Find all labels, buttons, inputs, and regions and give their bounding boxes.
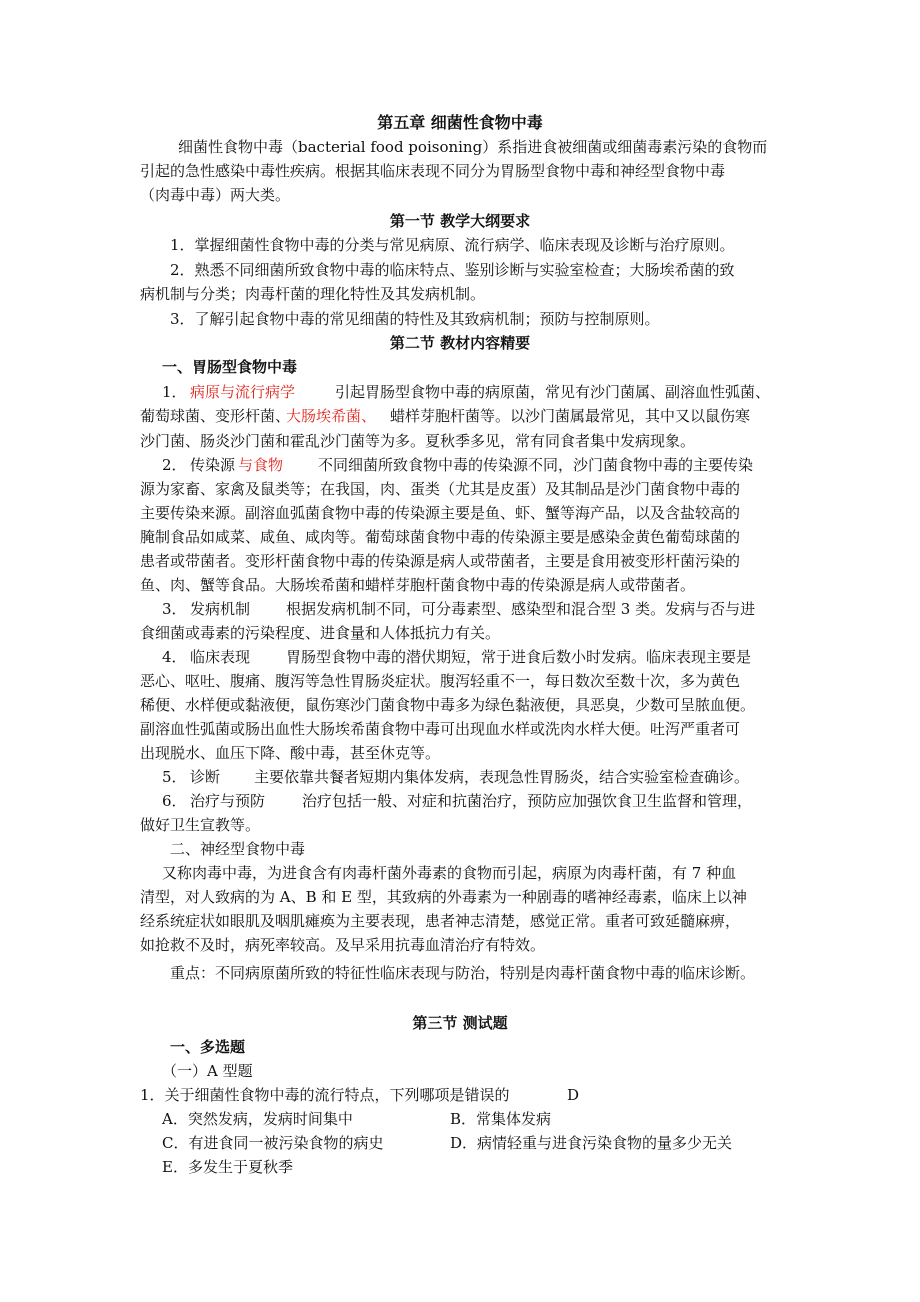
item1-label: 病原与流行病学 [190, 383, 296, 401]
item4-line-4: 副溶血性弧菌或肠出血性大肠埃希菌食物中毒可出现血水样或洗肉水样大便。吐泻严重者可 [140, 720, 741, 738]
option-e: E．多发生于夏秋季 [162, 1158, 293, 1176]
intro-line-1: 细菌性食物中毒（bacterial food poisoning）系指进食被细菌或细菌毒素污染的食物而 [178, 138, 768, 156]
option-b: B．常集体发病 [450, 1110, 552, 1128]
item3-line-1: 根据发病机制不同，可分毒素型、感染型和混合型 3 类。发病与否与进 [286, 600, 756, 618]
item1-number: 1． [162, 383, 187, 401]
item5-label: 诊断 [190, 768, 221, 786]
section3-subheading: （一）A 型题 [162, 1062, 253, 1080]
option-c: C．有进食同一被污染食物的病史 [162, 1134, 384, 1152]
intro-line-2: 引起的急性感染中毒性疾病。根据其临床表现不同分为胃肠型食物中毒和神经型食物中毒 [140, 162, 726, 180]
item2-line-6: 鱼、肉、蟹等食品。大肠埃希菌和蜡样芽胞杆菌食物中毒的传染源是病人或带菌者。 [140, 576, 696, 594]
item2-line-5: 患者或带菌者。变形杆菌食物中毒的传染源是病人或带菌者，主要是食用被变形杆菌污染的 [140, 552, 741, 570]
section1-title: 第一节 教学大纲要求 [389, 212, 531, 230]
item5-line-1: 主要依靠共餐者短期内集体发病，表现急性胃肠炎，结合实验室检查确诊。 [254, 768, 750, 786]
question-1: 1．关于细菌性食物中毒的流行特点，下列哪项是错误的 [140, 1086, 510, 1104]
section3-title: 第三节 测试题 [412, 1014, 508, 1032]
part1-heading: 一、胃肠型食物中毒 [162, 358, 298, 376]
chapter-title: 第五章 细菌性食物中毒 [377, 113, 543, 132]
item1-line-2b: 蜡样芽胞杆菌等。以沙门菌属最常见，其中又以鼠伤寒 [390, 407, 751, 425]
item2-line-1: 不同细菌所致食物中毒的传染源不同，沙门菌食物中毒的主要传染 [318, 456, 754, 474]
option-a: A．突然发病，发病时间集中 [162, 1110, 353, 1128]
item6-number: 6． [162, 792, 187, 810]
item2-label-b: 与食物 [238, 456, 284, 474]
item4-line-5: 出现脱水、血压下降、酸中毒，甚至休克等。 [140, 744, 441, 762]
question-1-answer: D [567, 1086, 580, 1104]
item4-line-3: 稀便、水样便或黏液便，鼠伤寒沙门菌食物中毒多为绿色黏液便，具恶臭，少数可呈脓血便。 [140, 696, 756, 714]
item4-line-1: 胃肠型食物中毒的潜伏期短，常于进食后数小时发病。临床表现主要是 [286, 648, 752, 666]
part2-heading: 二、神经型食物中毒 [170, 840, 306, 858]
item4-line-2: 恶心、呕吐、腹痛、腹泻等急性胃肠炎症状。腹泻轻重不一，每日数次至数十次，多为黄色 [140, 672, 741, 690]
item2-line-4: 腌制食品如咸菜、咸鱼、咸肉等。葡萄球菌食物中毒的传染源主要是感染金黄色葡萄球菌的 [140, 528, 741, 546]
section2-title: 第二节 教材内容精要 [389, 334, 531, 352]
item2-number: 2． [162, 456, 187, 474]
item1-line-1: 引起胃肠型食物中毒的病原菌，常见有沙门菌属、副溶血性弧菌、 [335, 383, 771, 401]
item6-line-1: 治疗包括一般、对症和抗菌治疗，预防应加强饮食卫生监督和管理， [302, 792, 753, 810]
item5-number: 5． [162, 768, 187, 786]
item3-label: 发病机制 [190, 600, 251, 618]
option-d: D．病情轻重与进食污染食物的量多少无关 [450, 1134, 733, 1152]
item6-label: 治疗与预防 [190, 792, 266, 810]
item3-line-2: 食细菌或毒素的污染程度、进食量和人体抵抗力有关。 [140, 624, 501, 642]
intro-line-3: （肉毒中毒）两大类。 [140, 186, 291, 204]
section1-item-2-cont: 病机制与分类；肉毒杆菌的理化特性及其发病机制。 [140, 285, 486, 303]
item1-line-2a: 葡萄球菌、变形杆菌、 [140, 407, 291, 425]
section1-item-1: 1．掌握细菌性食物中毒的分类与常见病原、流行病学、临床表现及诊断与治疗原则。 [170, 236, 735, 254]
part2-line-1: 又称肉毒中毒，为进食含有肉毒杆菌外毒素的食物而引起，病原为肉毒杆菌，有 7 种血 [162, 864, 737, 882]
item2-line-2: 源为家畜、家禽及鼠类等；在我国，肉、蛋类（尤其是皮蛋）及其制品是沙门菌食物中毒的 [140, 480, 741, 498]
item1-line-3: 沙门菌、肠炎沙门菌和霍乱沙门菌等为多。夏秋季多见，常有同食者集中发病现象。 [140, 432, 696, 450]
section3-heading: 一、多选题 [170, 1038, 246, 1056]
item2-label-a: 传染源 [190, 456, 236, 474]
part2-line-3: 经系统症状如眼肌及咽肌瘫痪为主要表现，患者神志清楚，感觉正常。重者可致延髓麻痹， [140, 912, 741, 930]
section1-item-3: 3．了解引起食物中毒的常见细菌的特性及其致病机制；预防与控制原则。 [170, 310, 660, 328]
part2-line-2: 清型，对人致病的为 A、B 和 E 型，其致病的外毒素为一种剧毒的嗜神经毒素，临床上以神 [140, 888, 747, 906]
section1-item-2: 2．熟悉不同细菌所致食物中毒的临床特点、鉴别诊断与实验室检查；大肠埃希菌的致 [170, 261, 735, 279]
part2-line-4: 如抢救不及时，病死率较高。及早采用抗毒血清治疗有特效。 [140, 936, 546, 954]
item6-line-2: 做好卫生宣教等。 [140, 816, 261, 834]
item2-line-3: 主要传染来源。副溶血弧菌食物中毒的传染源主要是鱼、虾、蟹等海产品，以及含盐较高的 [140, 504, 741, 522]
key-point: 重点：不同病原菌所致的特征性临床表现与防治，特别是肉毒杆菌食物中毒的临床诊断。 [170, 964, 756, 982]
item4-label: 临床表现 [190, 648, 251, 666]
item3-number: 3． [162, 600, 187, 618]
item1-line-2-highlight: 大肠埃希菌、 [286, 407, 377, 425]
item4-number: 4． [162, 648, 187, 666]
